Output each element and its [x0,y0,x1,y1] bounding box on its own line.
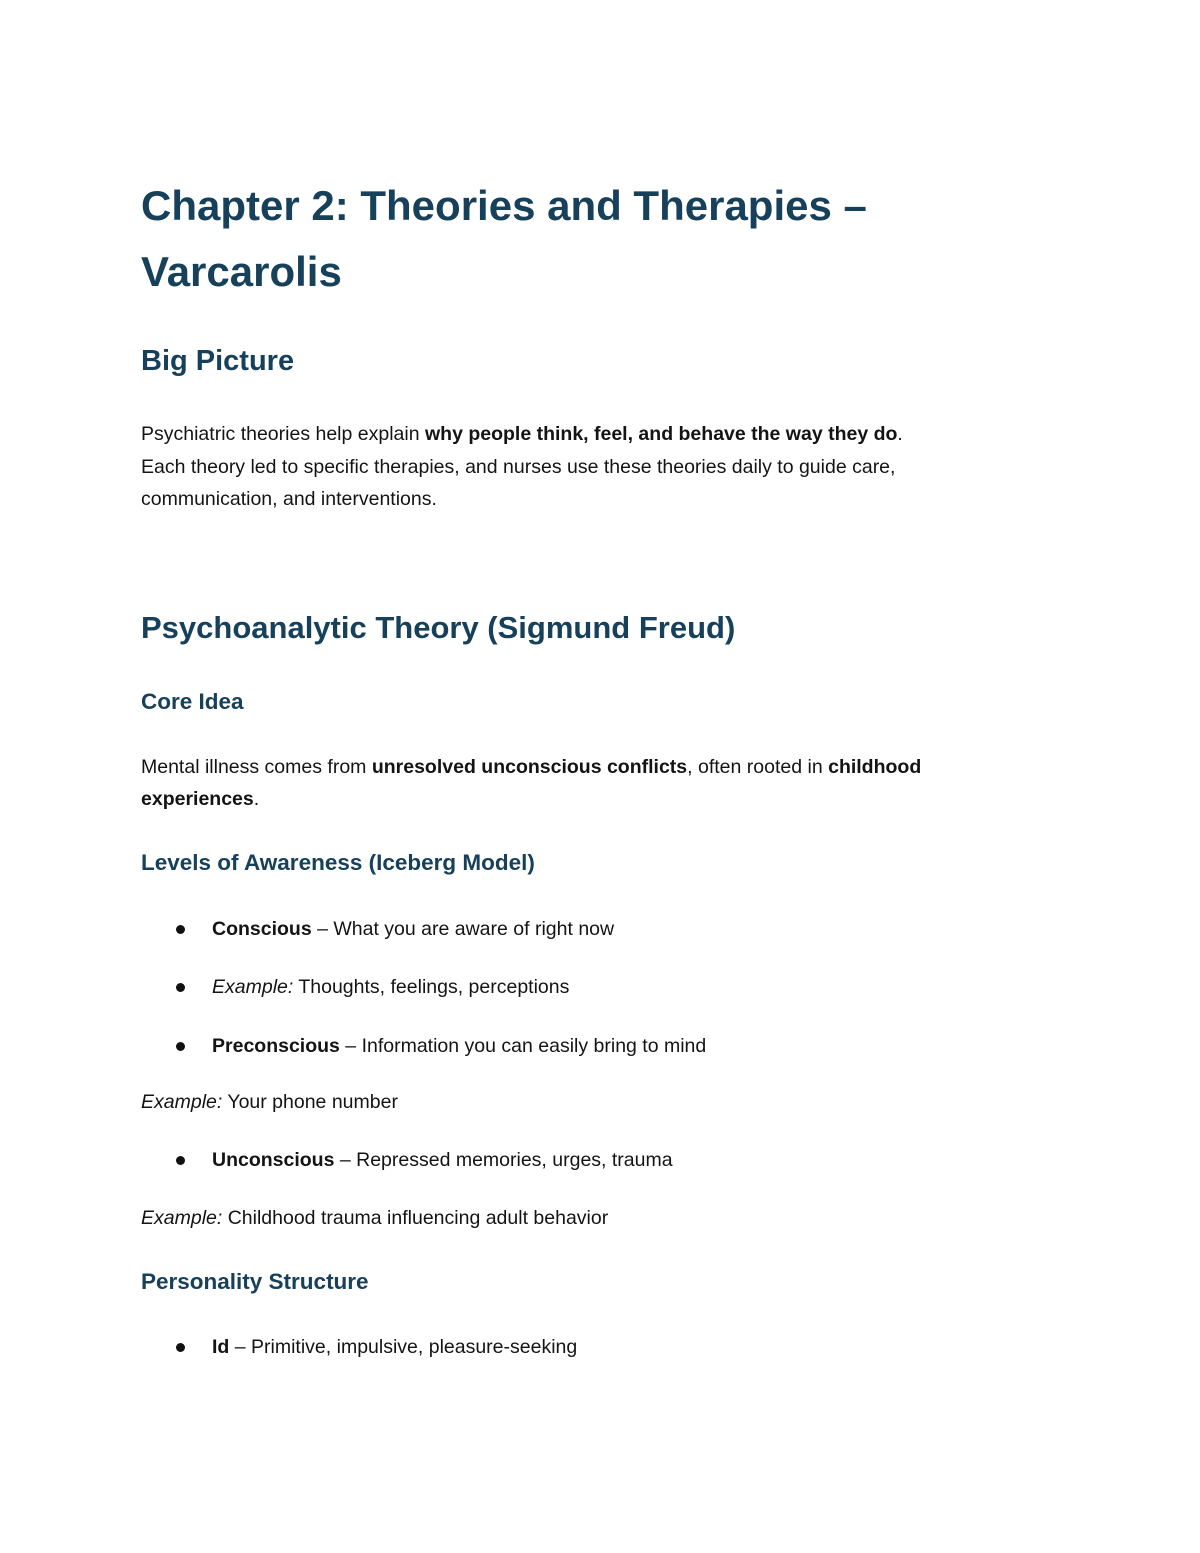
example-preconscious: Your phone number [222,1091,398,1113]
term-id: Id [212,1336,230,1358]
example-label: Example: [141,1207,223,1229]
desc-unconscious: – Repressed memories, urges, trauma [334,1149,673,1171]
example-label: Example: [212,976,294,998]
unconscious-example [141,1205,608,1231]
term-preconscious: Preconscious [212,1035,340,1057]
core-idea-text: Mental illness comes from [141,756,372,778]
personality-heading: Personality Structure [141,1269,369,1294]
bullet-icon [176,925,185,934]
core-idea-paragraph-line-1 [141,754,921,780]
big-picture-paragraph-line-2: Each theory led to specific therapies, and nurses use these theories daily to guide care, [141,456,896,478]
list-item-preconscious [212,1033,706,1059]
big-picture-paragraph-line-3: communication, and interventions. [141,488,437,510]
list-item-id [212,1334,577,1360]
core-idea-period: . [253,788,260,810]
example-conscious: Thoughts, feelings, perceptions [293,976,570,998]
bullet-icon [176,983,185,992]
core-idea-heading: Core Idea [141,689,244,714]
desc-preconscious: – Information you can easily bring to mind [339,1035,707,1057]
term-unconscious: Unconscious [212,1149,335,1171]
big-picture-heading: Big Picture [141,345,295,377]
term-conscious: Conscious [212,918,312,940]
page-title-line-2: Varcarolis [141,248,342,295]
core-idea-emphasis-1: unresolved unconscious conflicts [371,756,688,778]
psychoanalytic-heading: Psychoanalytic Theory (Sigmund Freud) [141,610,736,645]
bullet-icon [176,1156,185,1165]
preconscious-example [141,1089,398,1115]
desc-conscious: – What you are aware of right now [311,918,615,940]
bullet-icon [176,1042,185,1051]
core-idea-emphasis-2: childhood [828,756,922,778]
core-idea-emphasis-3: experiences [141,788,254,810]
big-picture-paragraph-line-1 [141,421,903,447]
example-unconscious: Childhood trauma influencing adult behavior [222,1207,609,1229]
list-item-conscious [212,916,614,942]
list-item-conscious-example [212,974,569,1000]
desc-id: – Primitive, impulsive, pleasure-seeking [229,1336,578,1358]
core-idea-text-2: , often rooted in [687,756,829,778]
bullet-icon [176,1343,185,1352]
page-title-line-1: Chapter 2: Theories and Therapies – [141,182,867,229]
example-label: Example: [141,1091,223,1113]
big-picture-period: . [897,423,903,445]
core-idea-paragraph-line-2 [141,786,259,812]
big-picture-emphasis: why people think, feel, and behave the way they do [424,423,898,445]
levels-heading: Levels of Awareness (Iceberg Model) [141,850,535,875]
big-picture-text: Psychiatric theories help explain [141,423,425,445]
list-item-unconscious [212,1147,673,1173]
